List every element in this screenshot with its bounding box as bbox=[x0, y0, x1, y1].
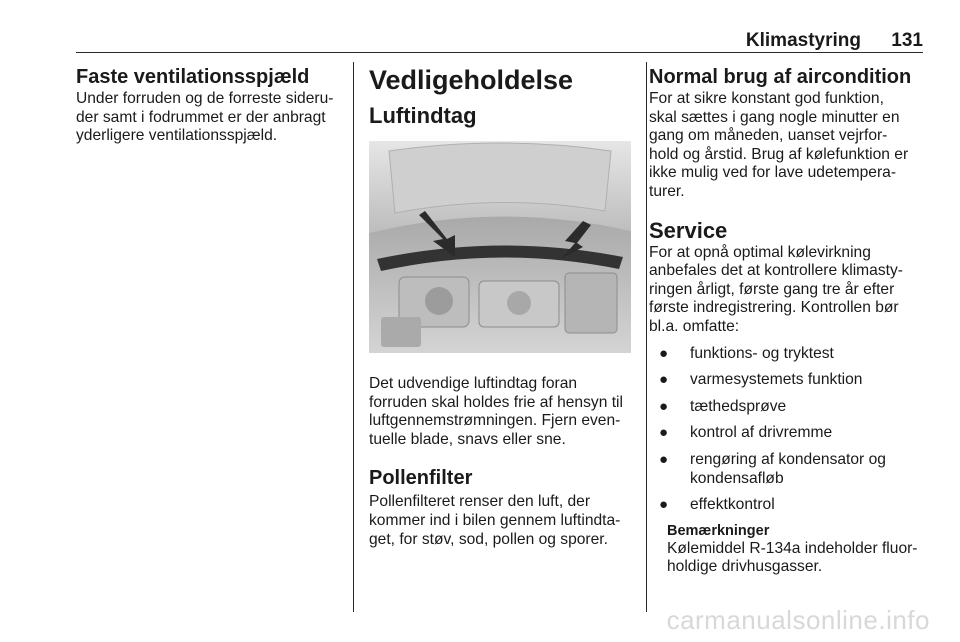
service-checklist bbox=[649, 345, 925, 515]
list-item: ● tæthedsprøve bbox=[659, 397, 787, 415]
body-text: For at opnå optimal kølevirkning anbefales det at kontrollere klimasty- ringen årligt, første gang tre år efter første indregistrering. Kontrollen bør bl.a. omfatte: bbox=[649, 243, 903, 335]
body-text: Pollenfilteret renser den luft, der kommer ind i bilen gennem luftindta- get, for støv, sod, pollen og sporer. bbox=[369, 493, 621, 548]
subsection-heading: Luftindtag bbox=[369, 103, 477, 128]
list-item: ● rengøring af kondensator og kondensafløb bbox=[659, 450, 886, 487]
section-heading: Normal brug af aircondition bbox=[649, 66, 912, 88]
section-heading: Service bbox=[649, 217, 728, 243]
watermark: carmanualsonline.info bbox=[666, 605, 930, 635]
page-number: 131 bbox=[891, 30, 923, 51]
body-text: Under forruden og de forreste sideru- der samt i fodrummet er der anbragt yderligere ventilationsspjæld. bbox=[76, 90, 334, 145]
engine-bay-illustration bbox=[369, 141, 631, 353]
column-middle bbox=[369, 64, 633, 549]
list-item: ● varmesystemets funktion bbox=[659, 371, 863, 389]
section-heading: Faste ventilationsspjæld bbox=[76, 66, 310, 88]
subsection-heading: Pollenfilter bbox=[369, 467, 473, 490]
column-left bbox=[76, 64, 340, 146]
list-item: ● effektkontrol bbox=[659, 496, 775, 514]
list-item: ● funktions- og tryktest bbox=[659, 344, 834, 362]
bullet-icon: ● bbox=[659, 424, 669, 442]
bullet-icon: ● bbox=[659, 496, 669, 514]
body-text: Det udvendige luftindtag foran forruden skal holdes frie af hensyn til luftgennemstrømningen. Fjern even- tuelle blade, snavs eller sne. bbox=[369, 375, 623, 448]
body-text: For at sikre konstant god funktion, skal sættes i gang nogle minutter en gang om måneden, uanset vejrfor- hold og årstid. Brug af kølefunktion er ikke mulig ved for lave udetempera- turer. bbox=[649, 90, 909, 200]
bullet-icon: ● bbox=[659, 450, 669, 468]
note-box bbox=[649, 523, 925, 577]
bullet-icon: ● bbox=[659, 397, 669, 415]
page-header bbox=[76, 0, 923, 53]
note-text: Kølemiddel R-134a indeholder fluor- holdige drivhusgasser. bbox=[667, 539, 918, 576]
section-heading: Vedligeholdelse bbox=[369, 65, 574, 95]
list-item: ● kontrol af drivremme bbox=[659, 424, 833, 442]
column-right bbox=[649, 64, 925, 577]
note-title: Bemærkninger bbox=[667, 522, 770, 539]
chapter-title: Klimastyring bbox=[745, 30, 861, 51]
column-divider bbox=[353, 62, 354, 612]
column-divider bbox=[646, 62, 647, 612]
bullet-icon: ● bbox=[659, 344, 669, 362]
bullet-icon: ● bbox=[659, 371, 669, 389]
